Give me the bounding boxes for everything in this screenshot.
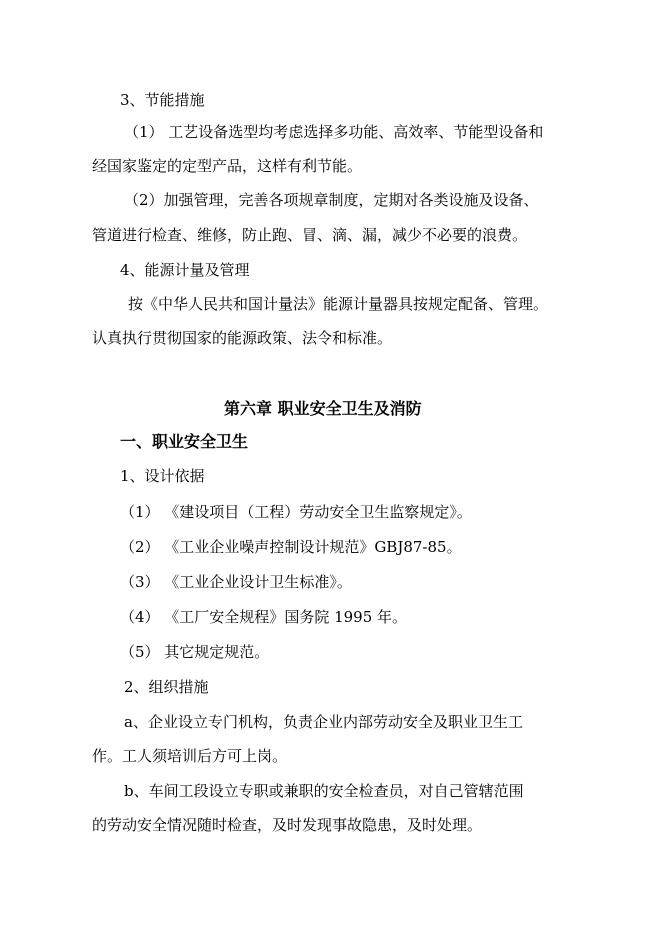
org-measures-a-line1: a、企业设立专门机构，负责企业内部劳动安全及职业卫生工 [124, 713, 523, 731]
section3-item2-line2: 管道进行检查、维修，防止跑、冒、滴、漏，减少不必要的浪费。 [92, 226, 528, 244]
design-basis-item-1: （1） 《建设项目（工程）劳动安全卫生监察规定》。 [120, 503, 472, 521]
section3-item1-line1: （1） 工艺设备选型均考虑选择多功能、高效率、节能型设备和 [124, 123, 544, 141]
design-basis-title: 1、设计依据 [120, 467, 205, 485]
design-basis-item-2: （2） 《工业企业噪声控制设计规范》GBJ87-85。 [120, 538, 462, 556]
org-measures-b-line1: b、车间工段设立专职或兼职的安全检查员，对自己管辖范围 [124, 782, 524, 800]
org-measures-title: 2、组织措施 [124, 678, 209, 696]
chapter-subtitle: 一、职业安全卫生 [120, 432, 249, 451]
org-measures-b-line2: 的劳动安全情况随时检查，及时发现事故隐患，及时处理。 [92, 816, 483, 834]
section4-para-line1: 按《中华人民共和国计量法》能源计量器具按规定配备、管理。 [128, 295, 549, 313]
section3-title: 3、节能措施 [120, 91, 205, 109]
chapter-title: 第六章 职业安全卫生及消防 [224, 399, 422, 418]
org-measures-a-line2: 作。工人须培训后方可上岗。 [92, 747, 288, 765]
design-basis-item-4: （4） 《工厂安全规程》国务院 1995 年。 [120, 608, 408, 626]
section4-title: 4、能源计量及管理 [120, 261, 250, 279]
section3-item1-line2: 经国家鉴定的定型产品，这样有利节能。 [92, 157, 363, 175]
section3-item2-line1: （2）加强管理，完善各项规章制度，定期对各类设施及设备、 [124, 191, 539, 209]
section4-para-line2: 认真执行贯彻国家的能源政策、法令和标准。 [92, 329, 393, 347]
design-basis-item-3: （3） 《工业企业设计卫生标准》。 [120, 573, 352, 591]
design-basis-item-5: （5） 其它规定规范。 [120, 643, 270, 661]
